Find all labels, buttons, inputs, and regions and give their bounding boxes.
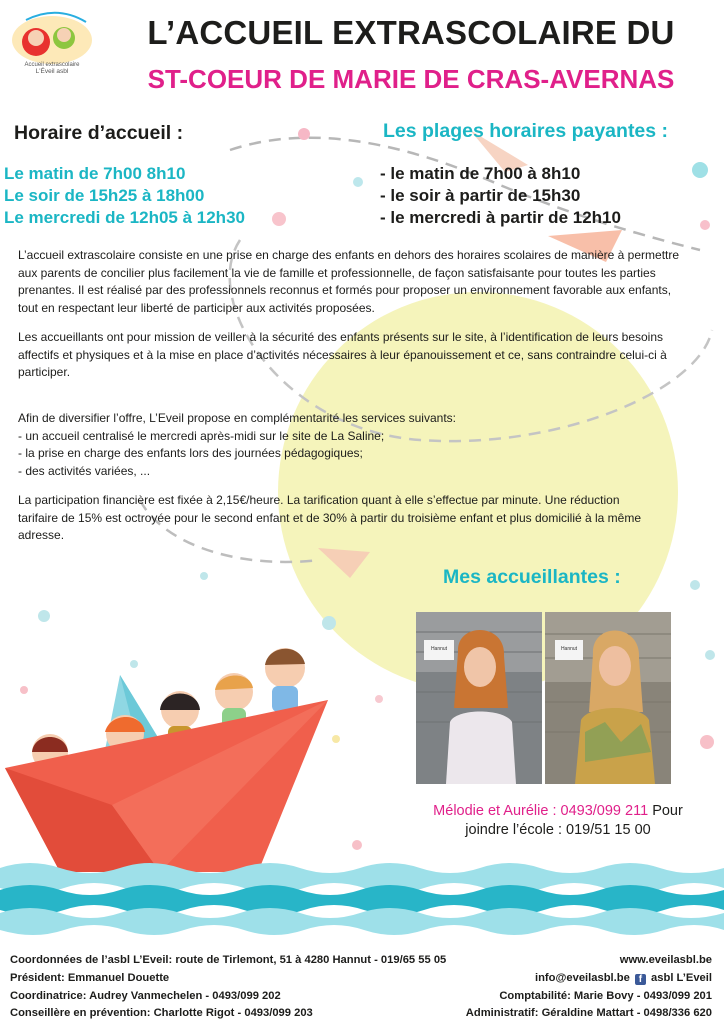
- footer-email-facebook: [535, 972, 712, 985]
- decorative-dot: [690, 580, 700, 590]
- facebook-icon: f: [635, 974, 646, 985]
- staff-heading: Mes accueillantes :: [443, 566, 621, 588]
- contact-pour-text: Pour: [652, 803, 683, 819]
- staff-photo-melodie: [416, 612, 542, 784]
- hours-line: Le soir de 15h25 à 18h00: [4, 186, 205, 205]
- paragraph-line: prenantes. Il est réalisé par des professionnels reconnus et formés pour proposer un environnement favorable aux enfants,: [18, 283, 672, 298]
- svg-text:Hannut: Hannut: [560, 646, 578, 652]
- paragraph-line: tarifaire de 15% est octroyée pour le second enfant et de 30% à partir du troisième enfant et plus domicilié à la même: [18, 510, 642, 525]
- hours-heading: Horaire d’accueil :: [14, 122, 184, 144]
- school-contact-line: joindre l’école : 019/51 15 00: [465, 822, 651, 838]
- logo: [6, 8, 98, 78]
- paid-hours-line: - le matin de 7h00 à 8h10: [380, 164, 581, 183]
- footer: [0, 944, 724, 1024]
- decorative-dot: [700, 220, 710, 230]
- decorative-dot: [200, 572, 208, 580]
- decorative-dot: [353, 177, 363, 187]
- paragraph-mission: [18, 329, 706, 382]
- paragraph-line: L’accueil extrascolaire consiste en une prise en charge des enfants en dehors des horaires scolaires de manière à permettre: [18, 248, 680, 262]
- page-title: L’ACCUEIL EXTRASCOLAIRE DU: [147, 14, 675, 51]
- decorative-dot: [298, 128, 310, 140]
- decorative-dot: [692, 162, 708, 178]
- paragraph-line: - des activités variées, ...: [18, 463, 151, 478]
- staff-photo-aurelie: [545, 612, 671, 784]
- logo-illustration: [6, 8, 98, 68]
- decorative-dot: [322, 616, 336, 630]
- decorative-dot: [272, 212, 286, 226]
- paragraph-line: tout en respectant leur liberté de participer aux activités proposées.: [18, 300, 375, 315]
- svg-text:Hannut: Hannut: [430, 646, 448, 652]
- footer-coordinator: Coordinatrice: Audrey Vanmechelen - 0493/099 202: [10, 990, 281, 1002]
- sea-waves: [0, 858, 724, 948]
- footer-president: Président: Emmanuel Douette: [10, 972, 170, 984]
- hours-line: Le mercredi de 12h05 à 12h30: [4, 208, 245, 227]
- decorative-dot: [700, 735, 714, 749]
- paper-boat-illustration: [0, 640, 340, 880]
- paragraph-line: - un accueil centralisé le mercredi après-midi sur le site de La Saline;: [18, 428, 385, 443]
- footer-email-link[interactable]: info@eveilasbl.be: [534, 972, 630, 984]
- decorative-dot: [38, 610, 50, 622]
- paragraph-line: participer.: [18, 365, 71, 380]
- staff-contact-line: [405, 803, 711, 819]
- paid-hours-line: - le soir à partir de 15h30: [380, 186, 581, 205]
- paragraph-line: - la prise en charge des enfants lors des journées pédagogiques;: [18, 446, 363, 461]
- paragraph-intro: [18, 247, 706, 317]
- decorative-dot: [375, 695, 383, 703]
- paid-hours-heading: Les plages horaires payantes :: [383, 120, 669, 142]
- paragraph-line: La participation financière est fixée à 2,15€/heure. La tarification quant à elle s’effectue par minute. Une réduction: [18, 493, 620, 507]
- svg-text:Accueil extrascolaire: Accueil extrascolaire: [24, 62, 80, 68]
- decorative-dot: [352, 840, 362, 850]
- footer-administrative: Administratif: Géraldine Mattart - 0498/336 620: [465, 1007, 712, 1019]
- logo-caption: L'Éveil asbl: [35, 68, 69, 75]
- page-subtitle: ST-COEUR DE MARIE DE CRAS-AVERNAS: [147, 64, 675, 94]
- footer-accounting: Comptabilité: Marie Bovy - 0493/099 201: [499, 990, 712, 1002]
- paragraph-pricing: [18, 492, 706, 545]
- paragraph-line: Les accueillants ont pour mission de veiller à la sécurité des enfants présents sur le site, à l’identification de leurs besoins: [18, 330, 664, 344]
- paid-hours-line: - le mercredi à partir de 12h10: [380, 208, 621, 227]
- child-figure-1: [265, 648, 305, 712]
- paragraph-line: Afin de diversifier l’offre, L’Eveil propose en complémentarité les services suivants:: [18, 411, 456, 425]
- paragraph-line: affectifs et physiques et à la mise en place d’activités nécessaires à leur épanouissement et ce, sans contraindre celui-ci à: [18, 347, 667, 362]
- hours-line: Le matin de 7h00 8h10: [4, 164, 186, 183]
- decorative-dot: [705, 650, 715, 660]
- staff-names-phone: Mélodie et Aurélie : 0493/099 211: [433, 803, 649, 819]
- paragraph-services: [18, 410, 706, 480]
- footer-advisor: Conseillère en prévention: Charlotte Rigot - 0493/099 203: [10, 1007, 313, 1019]
- footer-address: Coordonnées de l’asbl L’Eveil: route de Tirlemont, 51 à 4280 Hannut - 019/65 55 05: [10, 954, 447, 966]
- paragraph-line: aux parents de concilier plus facilement la vie de famille et professionnelle, de façon satisfaisante pour toutes les parties: [18, 265, 656, 280]
- paragraph-line: adresse.: [18, 528, 65, 543]
- footer-website-link[interactable]: www.eveilasbl.be: [619, 954, 712, 966]
- footer-facebook-link[interactable]: asbl L’Eveil: [651, 972, 712, 984]
